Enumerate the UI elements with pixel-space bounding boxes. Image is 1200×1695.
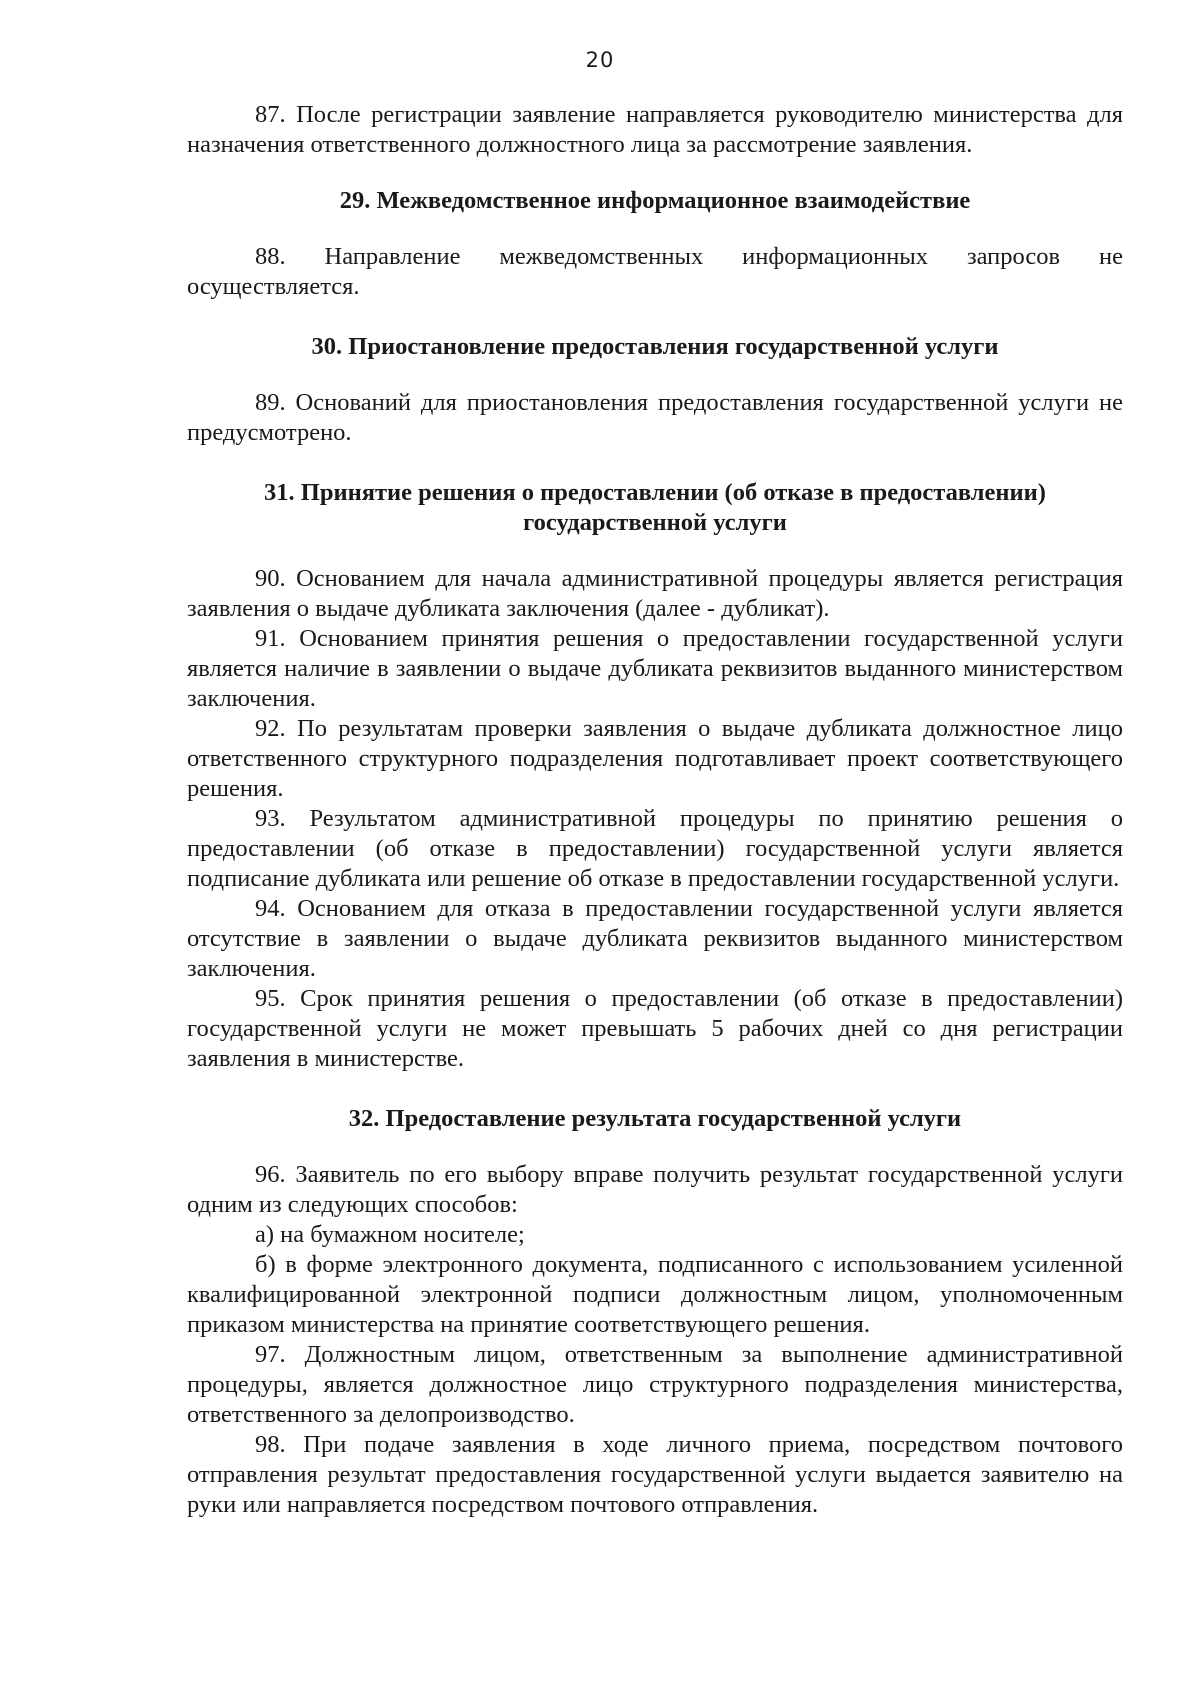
- paragraph-95: 95. Срок принятия решения о предоставлении (об отказе в предоставлении) государственной услуги не может превышать 5 рабочих дней со дня регистрации заявления в министерстве.: [187, 985, 1123, 1072]
- section-heading-29: 29. Межведомственное информационное взаимодействие: [339, 187, 971, 214]
- paragraph-88: 88. Направление межведомственных информационных запросов не осуществляется.: [187, 243, 1123, 300]
- section-heading-32: 32. Предоставление результата государственной услуги: [348, 1105, 962, 1132]
- section-heading-31-line1: 31. Принятие решения о предоставлении (об отказе в предоставлении): [264, 479, 1046, 506]
- page-number: 20: [585, 48, 615, 72]
- paragraph-98: 98. При подаче заявления в ходе личного приема, посредством почтового отправления результат предоставления государственной услуги выдается заявителю на руки или направляется посредством почтового отправления.: [187, 1431, 1123, 1518]
- paragraph-90: 90. Основанием для начала административной процедуры является регистрация заявления о выдаче дубликата заключения (далее - дубликат).: [187, 565, 1123, 622]
- paragraph-93: 93. Результатом административной процедуры по принятию решения о предоставлении (об отказе в предоставлении) государственной услуги является подписание дубликата или решение об отказе в предоставлении государственной услуги.: [187, 805, 1123, 892]
- section-heading-31: [187, 478, 1123, 538]
- paragraph-92: 92. По результатам проверки заявления о выдаче дубликата должностное лицо ответственного структурного подразделения подготавливает проект соответствующего решения.: [187, 715, 1123, 802]
- section-heading-31-line2: государственной услуги: [523, 509, 787, 536]
- paragraph-96: 96. Заявитель по его выбору вправе получить результат государственной услуги одним из следующих способов:: [187, 1161, 1123, 1218]
- paragraph-94: 94. Основанием для отказа в предоставлении государственной услуги является отсутствие в заявлении о выдаче дубликата реквизитов выданного министерством заключения.: [187, 895, 1123, 982]
- paragraph-96-item-a: а) на бумажном носителе;: [255, 1221, 525, 1248]
- section-heading-30: 30. Приостановление предоставления государственной услуги: [311, 333, 999, 360]
- paragraph-89: 89. Оснований для приостановления предоставления государственной услуги не предусмотрено.: [187, 389, 1123, 446]
- paragraph-96-item-b: б) в форме электронного документа, подписанного с использованием усиленной квалифицированной электронной подписи должностным лицом, уполномоченным приказом министерства на принятие соответствующего решения.: [187, 1251, 1123, 1338]
- paragraph-97: 97. Должностным лицом, ответственным за выполнение административной процедуры, является должностное лицо структурного подразделения министерства, ответственного за делопроизводство.: [187, 1341, 1123, 1428]
- paragraph-87: 87. После регистрации заявление направляется руководителю министерства для назначения ответственного должностного лица за рассмотрение заявления.: [187, 101, 1123, 158]
- document-body: [187, 100, 1123, 1520]
- paragraph-91: 91. Основанием принятия решения о предоставлении государственной услуги является наличие в заявлении о выдаче дубликата реквизитов выданного министерством заключения.: [187, 625, 1123, 712]
